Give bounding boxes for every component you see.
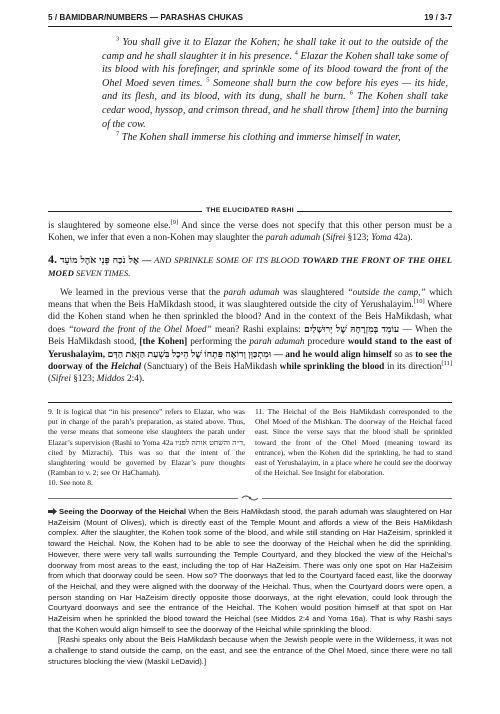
verse-number: 5	[206, 76, 210, 84]
text: would stand to the east of Yerushalayim,	[48, 337, 452, 360]
rashi-title-label: THE ELUCIDATED RASHI	[202, 207, 298, 214]
text: procedure	[304, 337, 348, 348]
footnote-10: 10. See note 8.	[48, 478, 93, 488]
text: (Sanctuary) of the Beis HaMikdash	[141, 362, 280, 373]
insight-paragraph-1	[48, 507, 452, 635]
insight-paragraph-2: [Rashi speaks only about the Beis HaMikdash because when the Jewish people were in the Wilderness, it was not a challenge to stand outside the camp, on the east, and see the entrance of the Ohel Moed, since there were no tall structures blocking the view (Maskil LeDavid).]	[48, 635, 452, 666]
rashi-paragraph-4	[48, 287, 452, 386]
heading-text: SEVEN TIMES.	[73, 268, 131, 279]
text: 2:4).	[124, 374, 145, 385]
footnote-11: 11. The Heichal of the Beis HaMikdash corresponded to the Ohel Moed of the Mishkan. The doorway of the Heichal faced east. Since the verse says that the blood shall be sprinkled toward the front of the Ohel Moed (meaning toward its entrance), when the Kohen did the sprinkling, he had to stand east of Yerushalayim, in a place where he could see the doorway of the Heichal. See Insight for elaboration.	[255, 407, 452, 478]
text: — When the Beis HaMikdash stood,	[48, 324, 452, 348]
footnotes	[48, 402, 452, 488]
hebrew-phrase: עוֹמֵד בְּמִזְרָחָהּ שֶׁל יְרוּשָׁלַיִם	[304, 324, 400, 335]
text: performing the	[187, 337, 250, 348]
text: mean? Rashi explains:	[211, 324, 301, 335]
verse-3: You shall give it to Elazar the Kohen; he shall take it out to the outside of the camp and he shall slaughter it in his presence.	[102, 37, 449, 62]
verse-6: The Kohen shall take cedar wood, hyssop, and crimson thread, and he shall throw [them] into the burning of the cow.	[102, 91, 449, 130]
text: Heichal	[110, 362, 142, 373]
verse-number: 3	[116, 35, 120, 43]
translation-verses	[102, 36, 448, 145]
insight-box	[48, 507, 452, 668]
footnote-column-right	[255, 407, 452, 478]
text: parah adumah	[223, 287, 280, 298]
heading-text: AND SPRINKLE SOME OF ITS BLOOD	[154, 254, 303, 265]
text: Where did the Kohen stand when he then sprinkled the blood? And in the context of the Beis HaMikdash, what does	[48, 300, 452, 335]
title-rule-right	[297, 211, 452, 212]
text: Middos	[96, 374, 125, 385]
header-page-number: 19 / 3-7	[424, 13, 452, 22]
rashi-continuation	[48, 220, 452, 245]
verse-5: Someone shall burn the cow before his eyes — its hide, and its flesh, and its blood, with its dung, shall he burn.	[102, 77, 449, 103]
verse-number: 7	[116, 130, 120, 138]
text: “toward the front of the Ohel Moed”	[68, 324, 212, 335]
rashi-commentary	[48, 220, 452, 386]
footnote-column-left	[48, 407, 245, 489]
verse-7-para	[102, 131, 448, 145]
text: (	[48, 374, 52, 385]
text: while sprinkling the blood	[279, 362, 385, 373]
section-divider	[48, 495, 452, 503]
heading-text-bold: TOWARD THE FRONT OF THE OHEL MOED	[48, 254, 453, 279]
verses-3-6	[102, 36, 448, 131]
text: And since the verse does not specify that this other person must be a Kohen, we infer that even a non-Kohen may slaughter the	[48, 221, 452, 244]
text: We learned in the previous verse that the	[60, 287, 224, 298]
footnote-9: 9. It is logical that “in his presence” refers to Elazar, who was put in charge of the parah’s preparation, as stated above. Thus, the verse means that someone else slaughters the parah under Elazar’s supervision (Rashi to Yoma 42a ד״ה והשחט אותה לפניו, cited by Mizrachi). This was so that the intent of the slaughtering would be governed by Elazar’s pure thoughts (Ramban to v. 2; see Or HaChamah).	[48, 407, 245, 478]
text: (	[320, 233, 326, 244]
ornament-icon	[240, 494, 260, 502]
text: “outside the camp,”	[347, 287, 426, 298]
hebrew-phrase: וּמִתְכַּוֵּן וְרוֹאֶה פִּתְחוֹ שֶׁל הֵיכָל בִּשְׁעַת הַזָּאַת הַדָּם	[107, 349, 272, 360]
text: so as	[391, 349, 416, 360]
pointing-hand-icon	[48, 508, 57, 515]
hebrew-phrase: אֶל נֹכַח פְּנֵי אֹהֶל מוֹעֵד	[59, 255, 139, 266]
heading-number: 4.	[48, 251, 57, 266]
text: §123;	[70, 374, 97, 385]
text: which means that when the Beis HaMikdash stood, it was slaughtered outside the city of Yerushalayim.	[48, 287, 452, 311]
text: Sifrei	[325, 233, 346, 244]
verse-4: Elazar the Kohen shall take some of its blood with his forefinger, and sprinkle some of its blood toward the front of the Ohel Moed seven times.	[102, 50, 449, 89]
running-header	[48, 12, 452, 27]
insight-title: Seeing the Doorway of the Heichal	[59, 507, 186, 516]
footnote-ref: [11]	[441, 359, 452, 367]
footnote-ref: [9]	[170, 218, 179, 226]
text: 42a).	[391, 233, 413, 244]
text: Yoma	[371, 233, 392, 244]
verse-7: The Kohen shall immerse his clothing and immerse himself in water,	[121, 132, 401, 144]
text: [the Kohen]	[139, 337, 188, 348]
text: §123;	[345, 233, 372, 244]
dash: —	[138, 255, 155, 266]
insight-text: When the Beis HaMikdash stood, the parah adumah was slaughtered on Har HaZeisim (Mount of Olives), which is directly east of the Temple Mount and affords a view of the Beis HaMikdash complex. After the slaughter, the Kohen took some of the blood, and while still standing on Har HaZeisim, sprinkled it toward the Heichal. Now, the Kohen had to be able to see the doorway of the Heichal when he did the sprinkling. However, there were very tall walls surrounding the Temple Courtyard, and they blocked the view of the Heichal’s doorway from most areas to the east, including the top of Har HaZeisim. There was only one spot on Har HaZeisim from which that doorway could be seen. How so? The doorways that led to the Courtyard faced east, like the doorway of the Heichal, and they were aligned with the doorway of the Heichal. Thus, when the Courtyard doors were open, a person standing on Har HaZeisim directly opposite those doorways, at the right elevation, could look through the Courtyard doorways and see the entrance of the Heichal. The Kohen would position himself at that spot on Har HaZeisim when he sprinkled the blood toward the Heichal (see Middos 2:4 and Yoma 16a). That is why Rashi says that the Kohen would align himself to see the doorway of the Heichal while sprinkling the blood.	[48, 507, 453, 634]
verse-number: 6	[349, 89, 353, 97]
text: — and he would align himself	[271, 349, 392, 360]
header-parasha: 5 / BAMIDBAR/NUMBERS — PARASHAS CHUKAS	[48, 13, 243, 22]
text: in its direction	[384, 362, 442, 373]
text: to see the doorway of the	[48, 349, 452, 373]
rashi-heading-4	[48, 253, 452, 281]
divider-line-left	[48, 498, 238, 499]
rashi-section-title	[48, 207, 452, 217]
text: parah adumah	[249, 337, 305, 348]
divider-line-right	[262, 498, 452, 499]
footnote-ref: [10]	[413, 297, 425, 305]
text: was slaughtered	[279, 287, 348, 298]
title-rule-left	[48, 211, 203, 212]
text: is slaughtered by someone else.	[48, 221, 171, 231]
text: Sifrei	[51, 374, 71, 385]
text: parah adumah	[265, 233, 321, 244]
verse-number: 4	[294, 49, 298, 57]
